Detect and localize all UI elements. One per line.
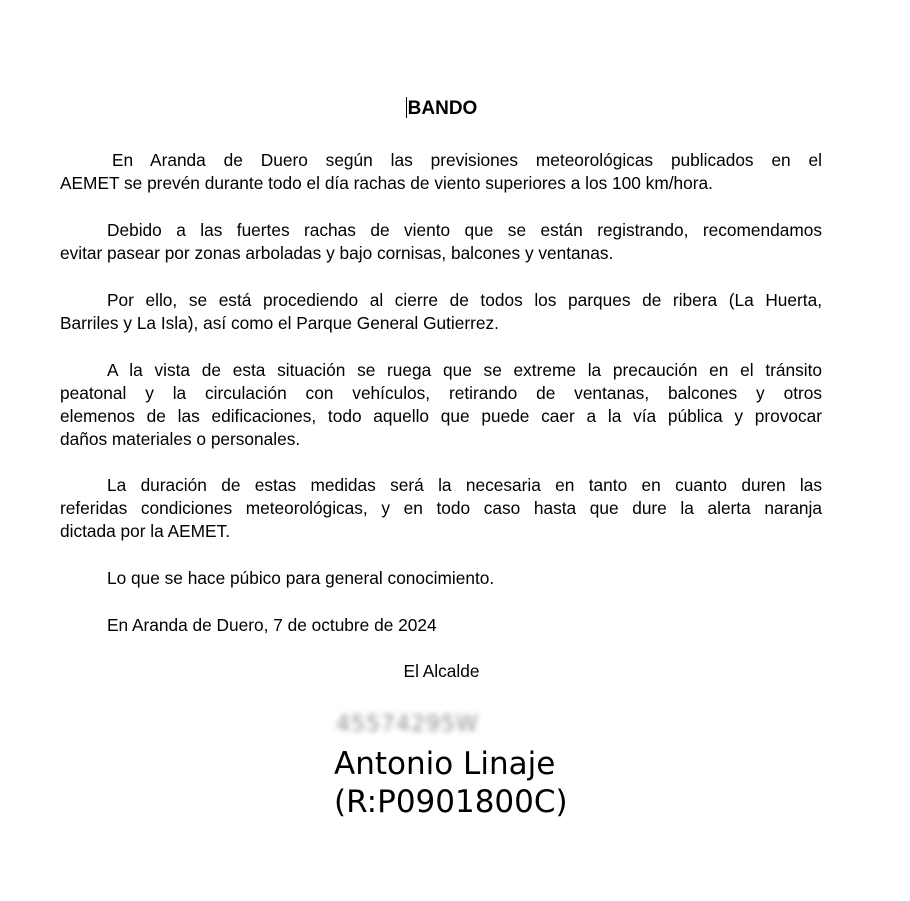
paragraph-line: Debido a las fuertes rachas de viento que se están registrando, recomendamos [107, 220, 822, 240]
text-cursor [406, 97, 407, 118]
signer-reference: (R:P0901800C) [334, 784, 568, 820]
paragraph-duration [60, 474, 822, 543]
paragraph-recommendation [60, 219, 822, 265]
document-title [0, 96, 883, 122]
paragraph-forecast [60, 149, 822, 195]
paragraph-park-closure [60, 289, 822, 335]
paragraph-line: Barriles y La Isla), así como el Parque General Gutierrez. [60, 313, 499, 333]
paragraph-public-notice [60, 567, 822, 590]
paragraph-line: A la vista de esta situación se ruega que se extreme la precaución en el tránsito [107, 360, 822, 380]
paragraph-line: elemenos de las edificaciones, todo aquello que puede caer a la vía pública y provocar [60, 406, 822, 426]
paragraph-line: evitar pasear por zonas arboladas y bajo cornisas, balcones y ventanas. [60, 243, 614, 263]
paragraph-precaution [60, 359, 822, 451]
paragraph-line: daños materiales o personales. [60, 429, 301, 449]
paragraph-line: En Aranda de Duero según las previsiones meteorológicas publicados en el [112, 150, 822, 170]
paragraph-line: AEMET se prevén durante todo el día rachas de viento superiores a los 100 km/hora. [60, 173, 713, 193]
signature-block [330, 712, 590, 821]
signer-name: Antonio Linaje [334, 746, 556, 782]
signer-role: El Alcalde [403, 661, 480, 681]
paragraph-line: La duración de estas medidas será la necesaria en tanto en cuanto duren las [107, 475, 822, 495]
paragraph-line: Lo que se hace púbico para general conocimiento. [107, 568, 495, 588]
paragraph-line: En Aranda de Duero, 7 de octubre de 2024 [107, 615, 437, 635]
paragraph-line: referidas condiciones meteorológicas, y en todo caso hasta que dure la alerta naranja [60, 498, 822, 518]
paragraph-line: peatonal y la circulación con vehículos, retirando de ventanas, balcones y otros [60, 383, 822, 403]
paragraph-place-date [60, 614, 822, 637]
redacted-id: 45574295W [336, 712, 479, 737]
title-text: BANDO [407, 98, 478, 119]
paragraph-line: Por ello, se está procediendo al cierre de todos los parques de ribera (La Huerta, [107, 290, 822, 310]
paragraph-line: dictada por la AEMET. [60, 521, 231, 541]
